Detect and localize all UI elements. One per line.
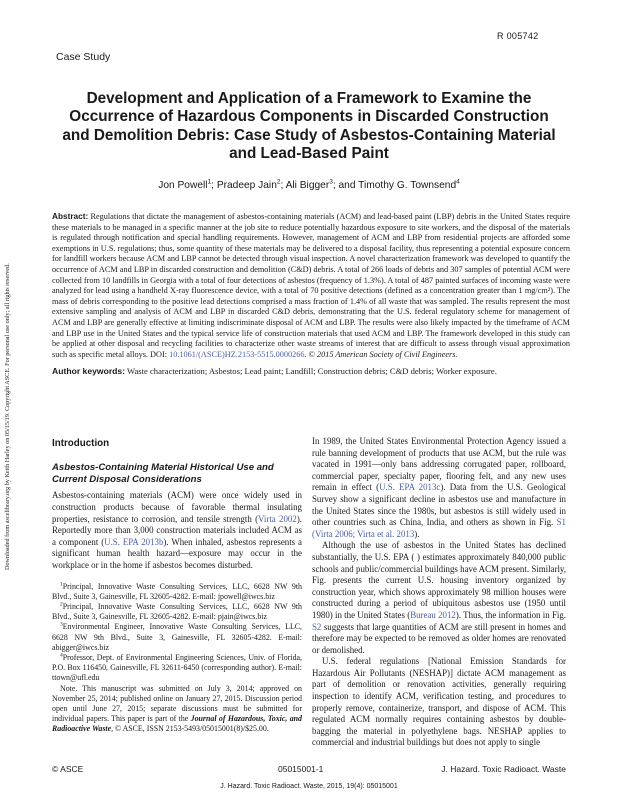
footnote xyxy=(52,622,302,653)
section-heading-introduction: Introduction xyxy=(52,438,110,449)
paragraph xyxy=(52,490,302,571)
paragraph xyxy=(312,540,566,656)
citation-link[interactable]: Virta 2002 xyxy=(258,513,297,524)
copyright: . © 2015 American Society of Civil Engineers. xyxy=(304,349,458,359)
paper-title: Development and Application of a Framework to Examine the Occurrence of Hazardous Components in Discarded Construction and Demolition Debris: Case Study of Asbestos-Containing Material and Lead-Based Paint xyxy=(62,90,556,163)
author xyxy=(158,180,217,191)
document-reference-id: R 005742 xyxy=(497,31,539,41)
author xyxy=(286,180,359,191)
text: Asbestos-containing materials (ACM) were once widely used in construction products because of favorable thermal insulating properties, resistance to corrosion, and tensile strength ( xyxy=(52,490,302,524)
abstract-text: Regulations that dictate the management of asbestos-containing materials (ACM) and lead-based paint (LBP) debris in the United States require these materials to be managed in a specific manner at the job site to reduce potentially hazardous exposure to site workers, and the disposal of the materials is regulated through notification and special handling requirements. However, management of ACM and LBP from residential projects are afforded some exemptions in U.S. regulations; thus, some quantity of these materials may be delivered to a disposal facility, thus representing a potential exposure concern for landfill workers because ACM and LBP cannot be detected through visual inspection. A novel characterization framework was developed to quantify the occurrence of ACM and LBP in discarded construction and demolition (C&D) debris. A total of 266 loads of debris and 307 samples of potential ACM were collected from 10 landfills in Georgia with a total of four detections of asbestos (frequency of 1.3%). A total of 487 painted surfaces of incoming waste were analyzed for lead using a handheld X-ray fluorescence device, with a total of 70 positive detections (defined as a concentration greater than 1 mg/cm²). The mass of debris corresponding to the positive lead detections comprised a mass fraction of 1.4% of all waste that was sampled. The results represent the most extensive sampling and analysis of ACM and LBP in discarded C&D debris, demonstrating that the U.S. federal regulatory scheme for management of ACM and LBP are generally effective at limiting indiscriminate disposal of ACM and LBP. The results were also likely impacted by the timeframe of ACM and LBP use in the United States and the typical service life of construction materials that used ACM and LBP. The framework developed in this study can be applied at other disposal and recycling facilities to characterize other waste streams of interest that are difficult to assess through visual approximation such as specific metal alloys. DOI: xyxy=(52,212,570,359)
author-name: Pradeep Jain xyxy=(216,180,277,192)
download-watermark: Downloaded from ascelibrary.org by Keith Harley on 05/15/19. Copyright ASCE. For personal use only; all rights reserved. xyxy=(4,263,11,570)
footnote-text: Professor, Dept. of Environmental Engineering Sciences, Univ. of Florida, P.O. Box 116450, Gainesville, FL 32611-6450 (corresponding author). E-mail: ttown@ufl.edu xyxy=(52,652,302,683)
text: ). Data from the U.S. Geological Survey show a significant decline in asbestos use and manufacture in the United States since the 1980s, but asbestos is still widely used in other countries such as China, India, and others as shown in Fig. xyxy=(312,482,566,528)
footnote xyxy=(52,582,302,602)
text: suggests that large quantities of ACM are still present in homes and therefore may be expected to be removed as older homes are renovated or demolished. xyxy=(312,621,566,655)
left-column xyxy=(52,438,302,735)
citation-link[interactable]: Bureau 2012 xyxy=(410,609,456,620)
affiliation-mark: 1 xyxy=(207,179,212,186)
paragraph xyxy=(312,436,566,540)
text: Although the use of asbestos in the United States has declined substantially, the U.S. EPA ( ) estimates approximately 840,000 public schools and public/commercial buildings have ACM present. Similarly, Fig. presents the current U.S. housing inventory organized by construction year, which shows approximately 98 million houses were constructed during a period of ubiquitous asbestos use (1950 until 1980) in the United States ( xyxy=(312,540,566,620)
text: In 1989, the United States Environmental Protection Agency issued a rule banning development of products that use ACM, but the rule was vacated in 1991—only bans addressing corrugated paper, rollboard, commercial paper, specialty paper, flooring felt, and any new uses remain in effect ( xyxy=(312,436,566,493)
text: ). xyxy=(414,528,420,539)
separator: ; xyxy=(280,180,286,192)
keywords-text: Waste characterization; Asbestos; Lead paint; Landfill; Construction debris; C&D debris; Worker exposure. xyxy=(125,366,497,377)
author-keywords xyxy=(52,366,570,377)
abstract-section xyxy=(52,212,570,377)
affiliation-mark: 4 xyxy=(456,179,460,186)
submission-note xyxy=(52,684,302,735)
separator: ; and xyxy=(332,180,359,192)
footnote xyxy=(52,653,302,684)
author xyxy=(217,180,286,191)
right-column-body xyxy=(312,436,566,749)
text: , © ASCE, ISSN 2153-5493/05015001(8)/$25.00. xyxy=(111,724,269,734)
text: Note. This manuscript was submitted on July 3, 2014; approved on November 25, 2014; published online on January 27, 2015. Discussion period open until June 27, 2015; separate discussions must be submitted for individual papers. This paper is part of the xyxy=(52,683,302,724)
intro-body xyxy=(52,490,302,571)
author-name: Timothy G. Townsend xyxy=(358,180,457,192)
footnote-text: Environmental Engineer, Innovative Waste Consulting Services, LLC, 6628 NW 9th Blvd., Suite 3, Gainesville, FL 32605-4282. E-mail: abigger@iwcs.biz xyxy=(52,622,302,652)
affiliation-mark: 3 xyxy=(329,179,333,186)
separator: ; xyxy=(211,180,217,192)
citation-line: J. Hazard. Toxic Radioact. Waste, 2015, 19(4): 05015001 xyxy=(220,783,398,790)
footnote-mark: 4 xyxy=(60,652,63,659)
footer-journal: J. Hazard. Toxic Radioact. Waste xyxy=(441,764,566,774)
figure-link[interactable]: S2 xyxy=(312,621,322,632)
footnote-mark: 3 xyxy=(60,621,63,628)
citation-link[interactable]: U.S. EPA 2013b xyxy=(104,536,164,547)
footnote xyxy=(52,602,302,622)
text: ). Reportedly more than 3,000 construction materials included ACM as a component ( xyxy=(52,513,302,547)
text: ). Thus, the information in Fig. xyxy=(455,609,566,620)
citation-link[interactable]: U.S. EPA 2013c xyxy=(379,482,441,493)
keywords-label: Author keywords: xyxy=(52,366,126,377)
paragraph: U.S. federal regulations [National Emission Standards for Hazardous Air Pollutants (NESHAP)] dictate ACM management as part of demolition or renovation activities, generally requiring inspection to identify ACM, verification testing, and procedures to properly remove, containerize, transport, and dispose of ACM. This regulated ACM normally requires containing asbestos by double-bagging the material in polyethylene bags. NESHAP applies to commercial and industrial buildings but does not apply to single xyxy=(312,656,566,748)
footer-publisher: © ASCE xyxy=(52,764,84,774)
journal-name: Journal of Hazardous, Toxic, and Radioactive Waste xyxy=(52,714,302,734)
footnote-text: Principal, Innovative Waste Consulting Services, LLC, 6628 NW 9th Blvd., Suite 3, Gainesville, FL 32605-4282. E-mail: pjain@iwcs.biz xyxy=(52,601,302,622)
subsection-heading: Asbestos-Containing Material Historical Use and Current Disposal Considerations xyxy=(52,462,274,486)
text: ). When inhaled, asbestos represents a significant human health hazard—exposure may occur in the workplace or in the home if asbestos becomes disturbed. xyxy=(52,536,302,570)
abstract-label: Abstract: xyxy=(52,212,89,221)
citation-link[interactable]: S1 (Virta 2006; Virta et al. 2013 xyxy=(312,517,566,539)
author xyxy=(358,180,460,191)
author-name: Ali Bigger xyxy=(285,180,330,192)
author-list xyxy=(60,179,558,191)
author-name: Jon Powell xyxy=(158,180,208,192)
article-type: Case Study xyxy=(56,51,111,63)
footnote-text: Principal, Innovative Waste Consulting Services, LLC, 6628 NW 9th Blvd., Suite 3, Gainesville, FL 32605-4282. E-mail: jpowell@iwcs.biz xyxy=(52,581,302,601)
abstract xyxy=(52,212,570,360)
doi-link[interactable]: 10.1061/(ASCE)HZ.2153-5515.0000266 xyxy=(169,349,305,359)
footnotes xyxy=(52,582,302,735)
footer-page-number: 05015001-1 xyxy=(278,764,324,774)
footnote-mark: 1 xyxy=(60,580,63,587)
affiliation-mark: 2 xyxy=(276,179,281,186)
footnote-mark: 2 xyxy=(60,601,63,608)
